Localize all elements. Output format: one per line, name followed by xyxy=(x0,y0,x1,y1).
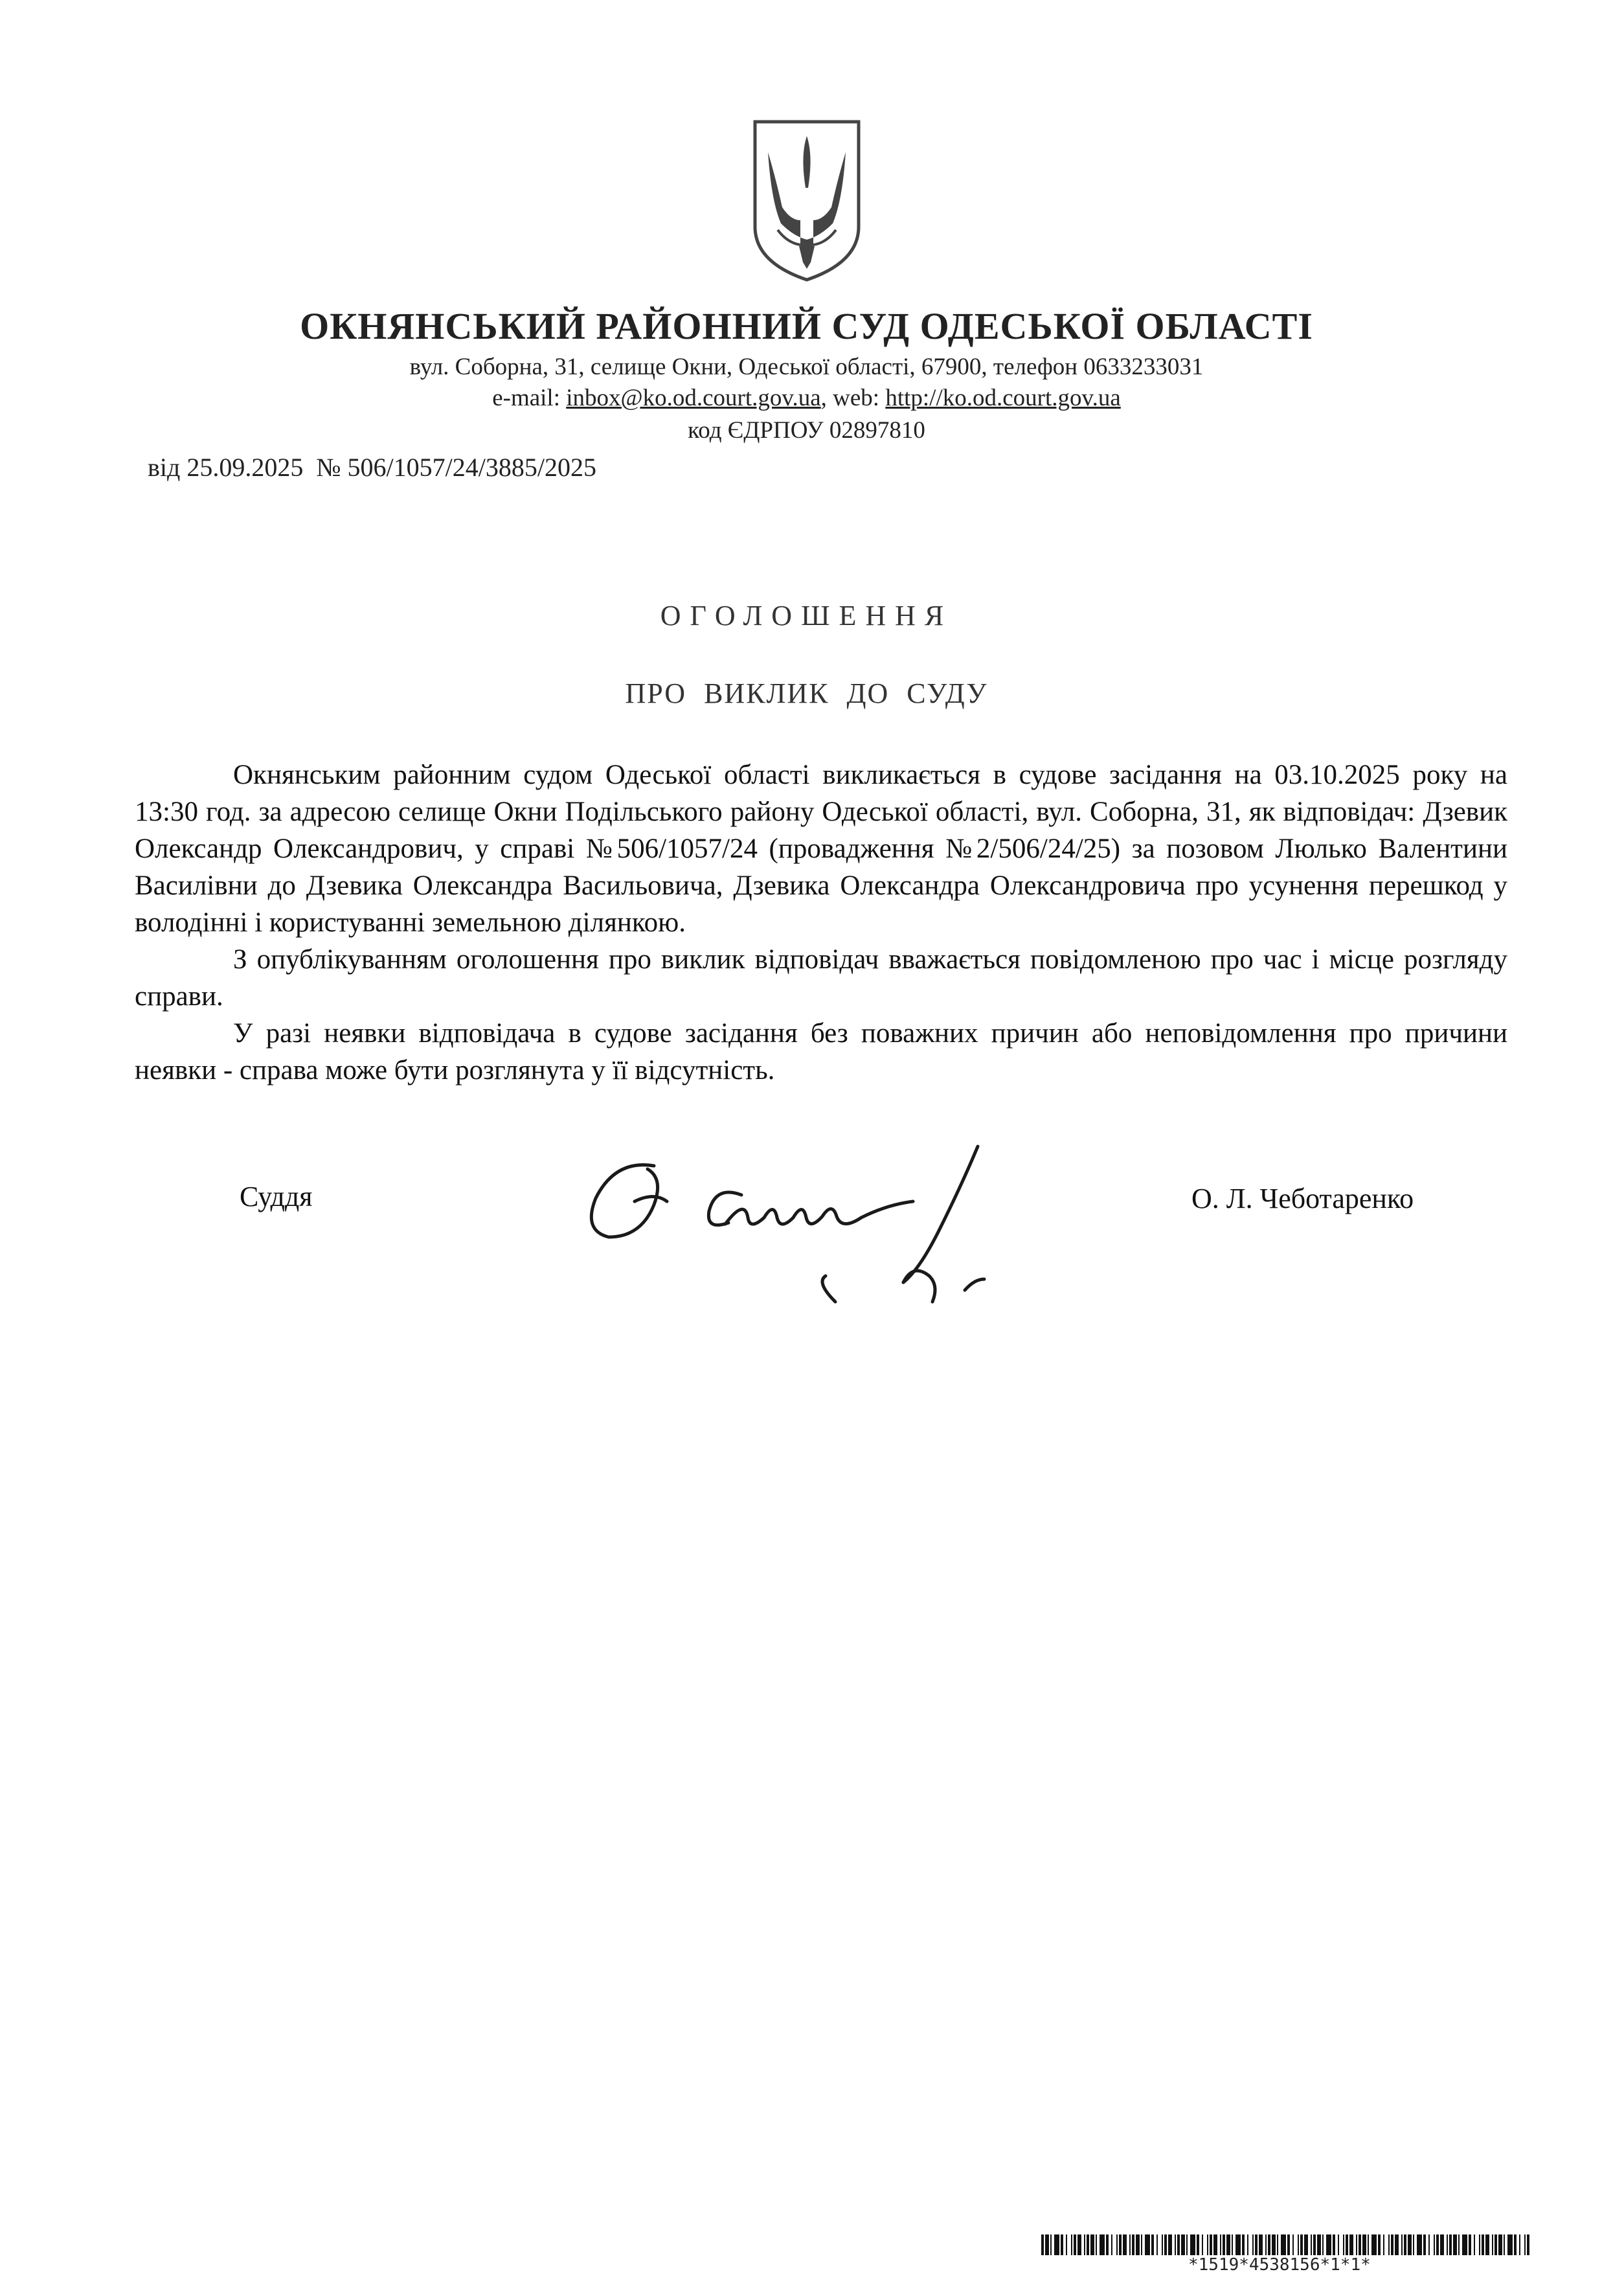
web-link[interactable]: http://ko.od.court.gov.ua xyxy=(885,385,1121,411)
document-subtitle: ПРО ВИКЛИК ДО СУДУ xyxy=(625,677,988,709)
judge-label: Суддя xyxy=(240,1181,313,1212)
ukraine-trident-emblem-icon xyxy=(749,117,865,285)
email-label: e-mail: xyxy=(492,385,567,411)
handwritten-signature-icon xyxy=(576,1140,1043,1315)
document-title: ОГОЛОШЕННЯ xyxy=(660,600,953,631)
court-address: вул. Соборна, 31, селище Окни, Одеської області, 67900, телефон 0633233031 xyxy=(409,354,1204,380)
body-paragraph-summons: Окнянським районним судом Одеської області викликається в судове засідання на 03.10.2025 року на 13:30 год. за адресою селище Окни Подільського району Одеської області, вул. Соборна, 31, як відповідач: Дзевик Олександр Олександрович, у справі №506/1057/24 (провадження №2/506/24/25) за позовом Люлько Валентини Василівни до Дзевика Олександра Васильовича, Дзевика Олександра Олександровича про усунення перешкод у володінні і користуванні земельною ділянкою. xyxy=(135,760,1507,938)
outgoing-number: від 25.09.2025 № 506/1057/24/3885/2025 xyxy=(148,453,596,482)
barcode-icon xyxy=(1041,2234,1533,2255)
body-paragraph-absence: У разі неявки відповідача в судове засідання без поважних причин або неповідомлення про причини неявки - справа може бути розглянута у її відсутність. xyxy=(135,1018,1507,1085)
email-link[interactable]: inbox@ko.od.court.gov.ua xyxy=(566,385,821,411)
court-contacts xyxy=(0,384,1613,412)
web-label: , web: xyxy=(820,385,886,411)
document-body xyxy=(135,756,1507,1089)
judge-name: О. Л. Чеботаренко xyxy=(1191,1183,1414,1214)
body-paragraph-notice: З опублікуванням оголошення про виклик відповідач вважається повідомленою про час і місце розгляду справи. xyxy=(135,944,1507,1012)
barcode-text: *1519*4538156*1*1* xyxy=(1188,2255,1371,2275)
court-name: ОКНЯНСЬКИЙ РАЙОННИЙ СУД ОДЕСЬКОЇ ОБЛАСТІ xyxy=(300,305,1313,347)
edrpou-code: код ЄДРПОУ 02897810 xyxy=(688,417,925,444)
